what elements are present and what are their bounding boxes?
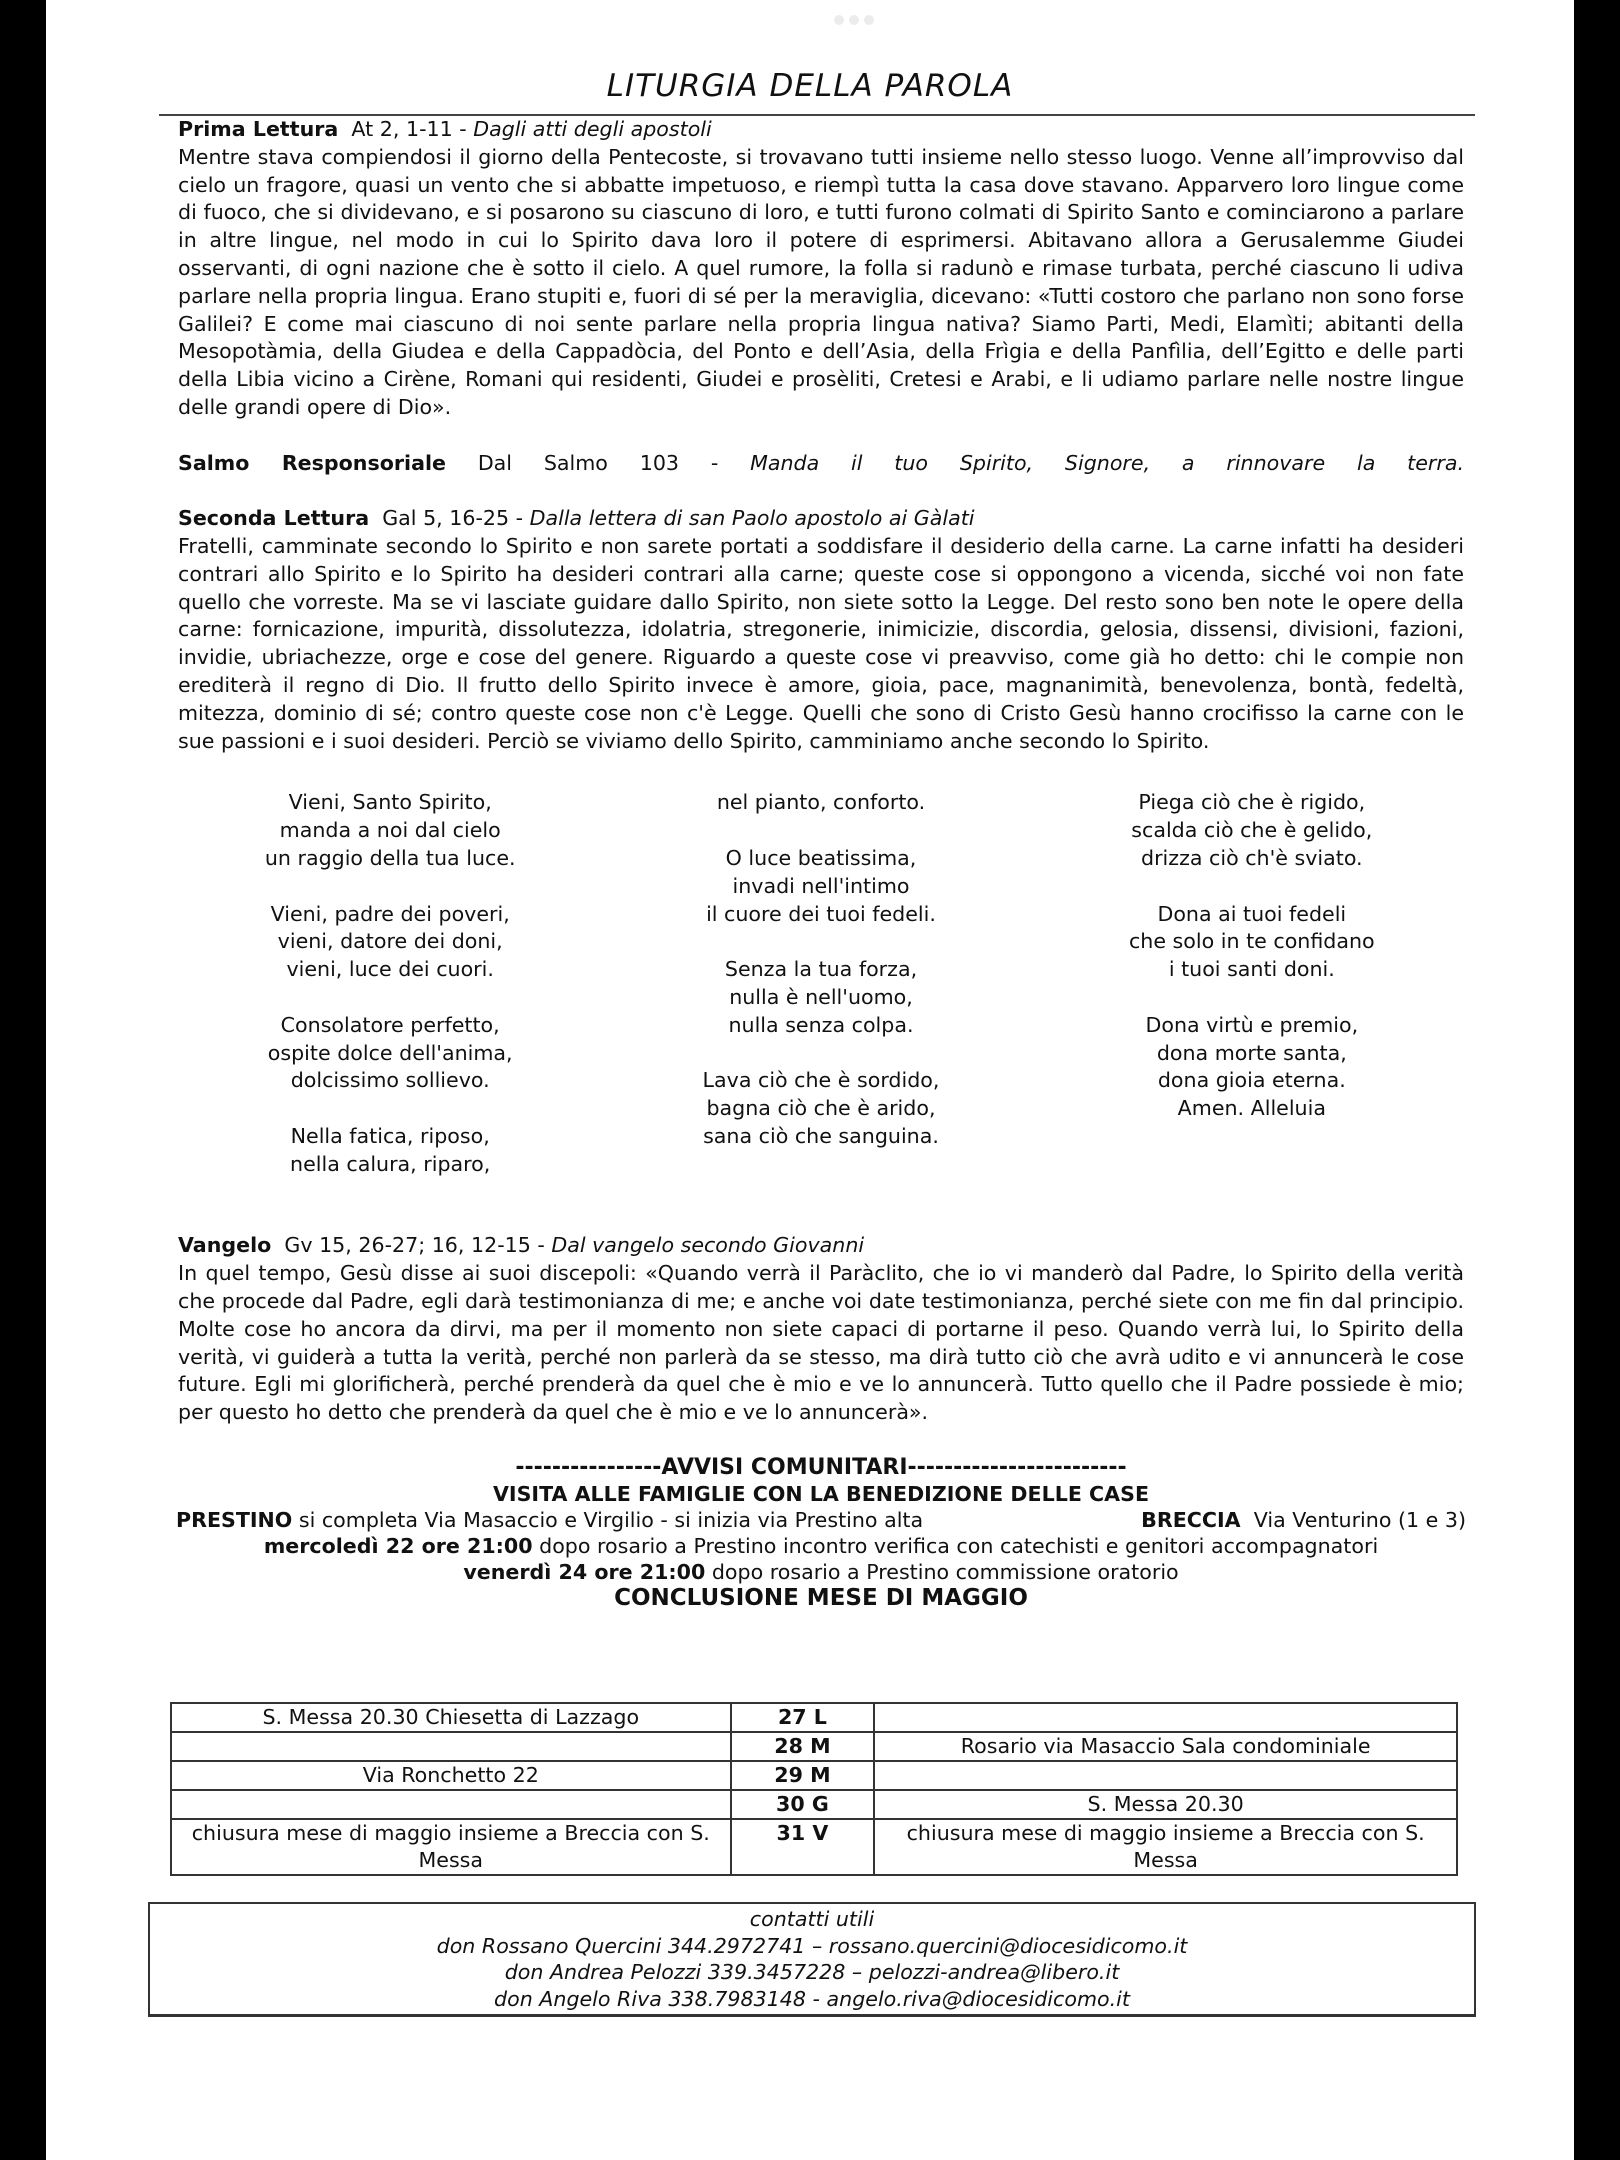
hymn-line: Senza la tua forza, (724, 957, 918, 982)
hymn-line: un raggio della tua luce. (264, 845, 516, 870)
table-cell-left (171, 1732, 731, 1761)
salmo-reference: Dal Salmo 103 - (446, 450, 751, 475)
table-cell-right: chiusura mese di maggio insieme a Breccia con S. Messa (874, 1819, 1457, 1875)
hymn-line: Dona ai tuoi fedeli (1157, 901, 1347, 926)
hymn-line: sana ciò che sanguina. (703, 1123, 939, 1148)
contact-line: don Rossano Quercini 344.2972741 – rossano.quercini@diocesidicomo.it (436, 1933, 1188, 1958)
table-cell-right: S. Messa 20.30 (874, 1790, 1457, 1819)
hymn-line: Vieni, Santo Spirito, (288, 790, 492, 815)
hymn-line: nella calura, riparo, (290, 1151, 491, 1176)
wednesday-label: mercoledì 22 ore 21:00 (263, 1534, 533, 1559)
table-cell-right (874, 1761, 1457, 1790)
community-notices (178, 1455, 1464, 1612)
hymn-line: Nella fatica, riposo, (290, 1123, 490, 1148)
table-cell-right: Rosario via Masaccio Sala condominiale (874, 1732, 1457, 1761)
sequence-hymn (178, 789, 1464, 1178)
hymn-line: che solo in te confidano (1128, 929, 1375, 954)
hymn-line (609, 928, 1033, 956)
table-cell-left: chiusura mese di maggio insieme a Breccia con S. Messa (171, 1819, 731, 1875)
hymn-line (1040, 873, 1464, 901)
hymn-line: dolcissimo sollievo. (290, 1068, 490, 1093)
hymn-line: il cuore dei tuoi fedeli. (706, 901, 936, 926)
hymn-line: Consolatore perfetto, (280, 1012, 500, 1037)
prima-lettura-label: Prima Lettura (178, 117, 339, 141)
table-cell-day: 29 M (731, 1761, 875, 1790)
hymn-line: O luce beatissima, (725, 845, 917, 870)
hymn-line (609, 817, 1033, 845)
table-row (171, 1761, 1457, 1790)
hymn-line (178, 873, 602, 901)
contact-line: don Angelo Riva 338.7983148 - angelo.riva@diocesidicomo.it (494, 1986, 1130, 2011)
hymn-line: vieni, luce dei cuori. (286, 957, 494, 982)
hymn-line: bagna ciò che è arido, (706, 1096, 936, 1121)
may-conclusion-title: CONCLUSIONE MESE DI MAGGIO (614, 1585, 1028, 1612)
wednesday-text: dopo rosario a Prestino incontro verifica con catechisti e genitori accompagnatori (532, 1534, 1379, 1559)
visit-title: VISITA ALLE FAMIGLIE CON LA BENEDIZIONE DELLE CASE (492, 1482, 1150, 1507)
hymn-line: nulla senza colpa. (728, 1012, 914, 1037)
vangelo-reference: Gv 15, 26-27; 16, 12-15 - (284, 1233, 552, 1258)
visit-schedule-line (176, 1507, 1466, 1533)
hymn-line: drizza ciò ch'è sviato. (1141, 845, 1363, 870)
salmo-line (178, 450, 1464, 478)
sequence-column-2 (609, 789, 1033, 1178)
table-cell-right (874, 1703, 1457, 1732)
hymn-line: nel pianto, conforto. (716, 790, 926, 815)
hymn-line: Piega ciò che è rigido, (1138, 790, 1366, 815)
readings (178, 116, 1464, 1612)
prima-lettura-source: Dagli atti degli apostoli (473, 117, 712, 141)
table-row (171, 1703, 1457, 1732)
salmo-label: Salmo Responsoriale (178, 450, 447, 475)
friday-notice (178, 1559, 1464, 1585)
hymn-line (178, 1095, 602, 1123)
friday-label: venerdì 24 ore 21:00 (463, 1560, 706, 1585)
breccia-text: Via Venturino (1 e 3) (1240, 1508, 1466, 1533)
sequence-column-3 (1040, 789, 1464, 1178)
hymn-line: Lava ciò che è sordido, (702, 1068, 940, 1093)
may-schedule-table (170, 1702, 1458, 1876)
prima-lettura-text: Mentre stava compiendosi il giorno della Pentecoste, si trovavano tutti insieme nello stesso luogo. Venne all’improvviso dal cielo un fragore, quasi un vento che si abbatte impetuoso, e riempì tutta la casa dove stavano. Apparvero loro lingue come di fuoco, che si dividevano, e si posarono su ciascuno di loro, e tutti furono colmati di Spirito Santo e cominciarono a parlare in altre lingue, nel modo in cui lo Spirito dava loro il potere di esprimersi. Abitavano allora a Gerusalemme Giudei osservanti, di ogni nazione che è sotto il cielo. A quel rumore, la folla si radunò e rimase turbata, perché ciascuno li udiva parlare nella propria lingua. Erano stupiti e, fuori di sé per la meraviglia, dicevano: «Tutti costoro che parlano non sono forse Galilei? E come mai ciascuno di noi sente parlare nella propria lingua nativa? Siamo Parti, Medi, Elamìti; abitanti della Mesopotàmia, della Giudea e della Cappadòcia, del Ponto e dell’Asia, della Frìgia e della Panfìlia, dell’Egitto e delle parti della Libia vicino a Cirène, Romani qui residenti, Giudei e prosèliti, Cretesi e Arabi, e li udiamo parlare nelle nostre lingue delle grandi opere di Dio». (178, 144, 1464, 419)
friday-text: dopo rosario a Prestino commissione oratorio (705, 1560, 1179, 1585)
table-cell-left: S. Messa 20.30 Chiesetta di Lazzago (171, 1703, 731, 1732)
contacts-box (148, 1902, 1476, 2017)
vangelo-text: In quel tempo, Gesù disse ai suoi discepoli: «Quando verrà il Paràclito, che io vi manderò dal Padre, lo Spirito della verità che procede dal Padre, egli darà testimonianza di me; e anche voi date testimonianza, perché siete con me fin dal principio. Molte cose ho ancora da dirvi, ma per il momento non siete capaci di portarne il peso. Quando verrà lui, lo Spirito della verità, vi guiderà a tutta la verità, perché non parlerà da se stesso, ma dirà tutto ciò che avrà udito e vi annuncerà le cose future. Egli mi glorificherà, perché prenderà da quel che è mio e ve lo annuncerà. Tutto quello che il Padre possiede è mio; per questo ho detto che prenderà da quel che è mio e ve lo annuncerà». (178, 1261, 1464, 1425)
hymn-line: invadi nell'intimo (732, 873, 910, 898)
hymn-line: Amen. Alleluia (1177, 1096, 1326, 1121)
seconda-lettura-heading (178, 505, 1464, 533)
seconda-lettura-text: Fratelli, camminate secondo lo Spirito e non sarete portati a soddisfare il desiderio della carne. La carne infatti ha desideri contrari allo Spirito e lo Spirito ha desideri contrari alla carne; queste cose si oppongono a vicenda, sicché voi non fate quello che vorreste. Ma se vi lasciate guidare dallo Spirito, non siete sotto la Legge. Del resto sono ben note le opere della carne: fornicazione, impurità, dissolutezza, idolatria, stregonerie, inimicizie, discordia, gelosia, dissensi, divisioni, fazioni, invidie, ubriachezze, orge e cose del genere. Riguardo a queste cose vi preavviso, come già ho detto: chi le compie non erediterà il regno di Dio. Il frutto dello Spirito invece è amore, gioia, pace, magnanimità, benevolenza, bontà, fedeltà, mitezza, dominio di sé; contro queste cose non c'è Legge. Quelli che sono di Cristo Gesù hanno crocifisso la carne con le sue passioni e i suoi desideri. Perciò se viviamo dello Spirito, camminiamo anche secondo lo Spirito. (178, 533, 1464, 753)
hymn-line: vieni, datore dei doni, (277, 929, 503, 954)
hymn-line: manda a noi dal cielo (279, 818, 501, 843)
breccia-label: BRECCIA (1141, 1508, 1241, 1533)
dot-icon (834, 15, 844, 25)
prestino-text: si completa Via Masaccio e Virgilio - si inizia via Prestino alta (292, 1508, 924, 1533)
hymn-line (609, 1040, 1033, 1068)
dot-icon (849, 15, 859, 25)
table-row (171, 1790, 1457, 1819)
wednesday-notice (178, 1533, 1464, 1559)
hymn-line: dona morte santa, (1156, 1040, 1347, 1065)
table-cell-day: 30 G (731, 1790, 875, 1819)
table-cell-left: Via Ronchetto 22 (171, 1761, 731, 1790)
hymn-line: ospite dolce dell'anima, (267, 1040, 513, 1065)
hymn-line: Vieni, padre dei poveri, (270, 901, 510, 926)
contacts-title: contatti utili (749, 1907, 875, 1931)
hymn-line: dona gioia eterna. (1157, 1068, 1346, 1093)
table-cell-day: 27 L (731, 1703, 875, 1732)
table-cell-day: 31 V (731, 1819, 875, 1875)
table-row (171, 1732, 1457, 1761)
seconda-lettura-label: Seconda Lettura (178, 506, 370, 531)
document-page (46, 0, 1574, 2160)
seconda-lettura-reference: Gal 5, 16-25 - (382, 506, 530, 531)
hymn-line (1040, 984, 1464, 1012)
table-cell-left (171, 1790, 731, 1819)
hymn-line: scalda ciò che è gelido, (1131, 818, 1373, 843)
sequence-column-1 (178, 789, 602, 1178)
notices-header: ----------------AVVISI COMUNITARI------------------------ (515, 1455, 1127, 1481)
page-title: LITURGIA DELLA PAROLA (606, 68, 1014, 104)
hymn-line: Dona virtù e premio, (1145, 1012, 1359, 1037)
hymn-line: i tuoi santi doni. (1168, 957, 1335, 982)
dot-icon (864, 15, 874, 25)
table-row (171, 1819, 1457, 1875)
seconda-lettura-source: Dalla lettera di san Paolo apostolo ai Gàlati (529, 506, 975, 531)
vangelo-source: Dal vangelo secondo Giovanni (551, 1233, 865, 1258)
vangelo-heading (178, 1232, 1464, 1260)
table-cell-day: 28 M (731, 1732, 875, 1761)
salmo-refrain: Manda il tuo Spirito, Signore, a rinnovare la terra. (750, 450, 1464, 475)
hymn-line: nulla è nell'uomo, (729, 984, 913, 1009)
prestino-label: PRESTINO (176, 1508, 293, 1533)
contact-line: don Andrea Pelozzi 339.3457228 – pelozzi-andrea@libero.it (504, 1960, 1120, 1984)
hymn-line (178, 984, 602, 1012)
page-indicator-dots (834, 15, 874, 25)
prima-lettura-reference: At 2, 1-11 - (351, 117, 474, 141)
prima-lettura-heading (178, 116, 1464, 144)
vangelo-label: Vangelo (178, 1233, 272, 1258)
